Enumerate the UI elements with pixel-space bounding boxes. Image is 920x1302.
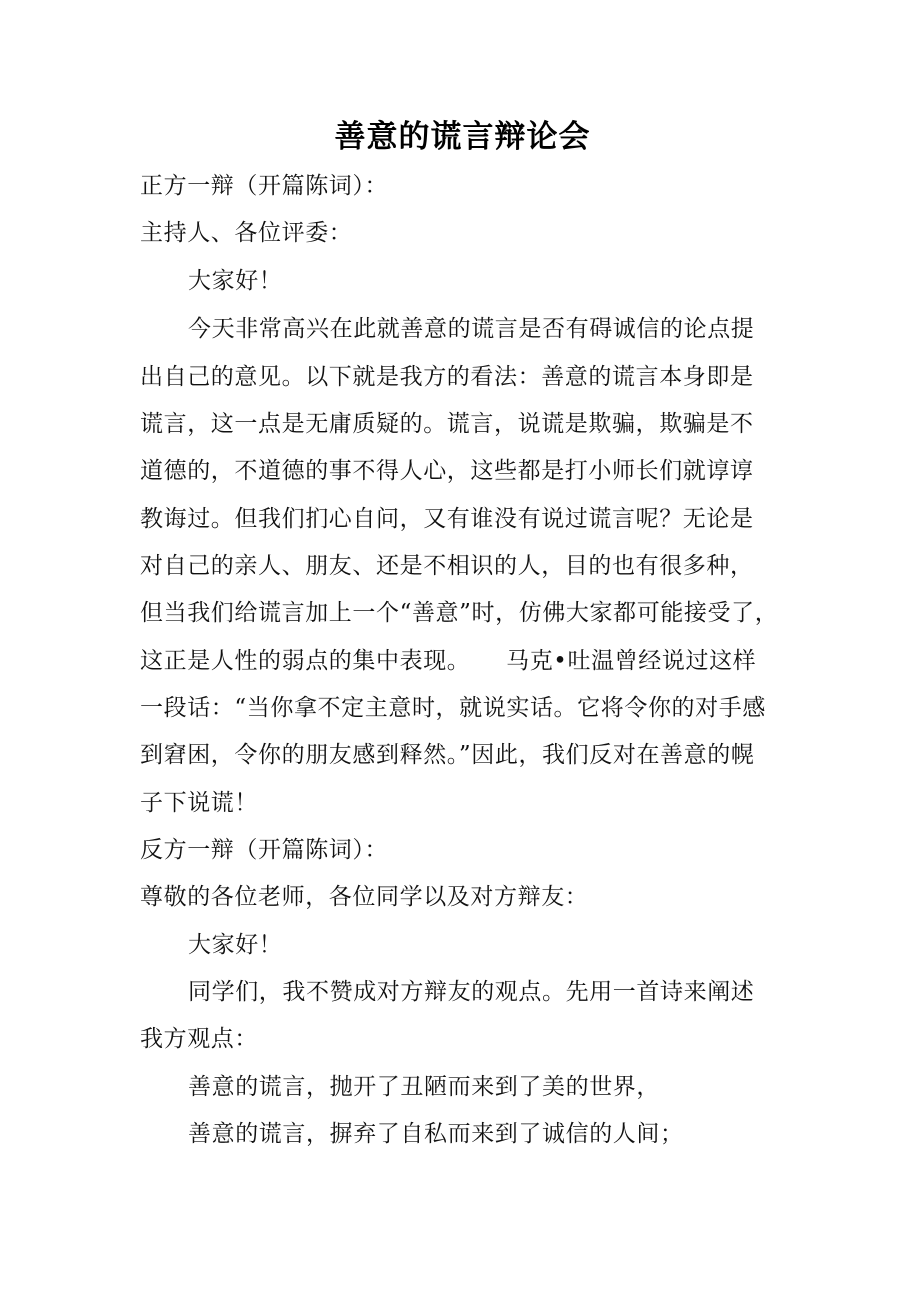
document-title: 善意的谎言辩论会 <box>334 119 591 155</box>
paragraph-line: 大家好！ <box>188 932 283 958</box>
paragraph-line: 今天非常高兴在此就善意的谎言是否有碍诚信的论点提 <box>188 316 755 342</box>
paragraph-line: 大家好！ <box>188 268 283 294</box>
paragraph-line: 出自己的意见。以下就是我方的看法：善意的谎言本身即是 <box>140 364 754 390</box>
paragraph-line: 道德的，不道德的事不得人心，这些都是打小师长们就谆谆 <box>140 458 754 484</box>
paragraph-line: 同学们，我不赞成对方辩友的观点。先用一首诗来阐述 <box>188 979 755 1005</box>
paragraph-line: 这正是人性的弱点的集中表现。 马克•吐温曾经说过这样 <box>140 648 757 674</box>
paragraph-line: 主持人、各位评委： <box>140 220 353 246</box>
paragraph-line: 教诲过。但我们扪心自问，又有谁没有说过谎言呢？无论是 <box>140 506 754 532</box>
paragraph-line: 一段话：“当你拿不定主意时，就说实话。它将令你的对手感 <box>140 695 766 721</box>
paragraph-line: 对自己的亲人、朋友、还是不相识的人，目的也有很多种， <box>140 553 754 579</box>
paragraph-line: 正方一辩（开篇陈词）： <box>140 173 389 199</box>
paragraph-line: 子下说谎！ <box>140 790 258 816</box>
paragraph-line: 善意的谎言，抛开了丑陋而来到了美的世界， <box>188 1074 660 1100</box>
paragraph-line: 反方一辩（开篇陈词）： <box>140 837 389 863</box>
paragraph-line: 尊敬的各位老师，各位同学以及对方辩友： <box>140 884 589 910</box>
paragraph-line: 到窘困，令你的朋友感到释然。”因此，我们反对在善意的幌 <box>140 742 755 768</box>
paragraph-line: 但当我们给谎言加上一个“善意”时，仿佛大家都可能接受了， <box>140 600 779 626</box>
paragraph-line: 谎言，这一点是无庸质疑的。谎言，说谎是欺骗，欺骗是不 <box>140 411 754 437</box>
paragraph-line: 我方观点： <box>140 1026 258 1052</box>
paragraph-line: 善意的谎言，摒弃了自私而来到了诚信的人间； <box>188 1121 684 1147</box>
